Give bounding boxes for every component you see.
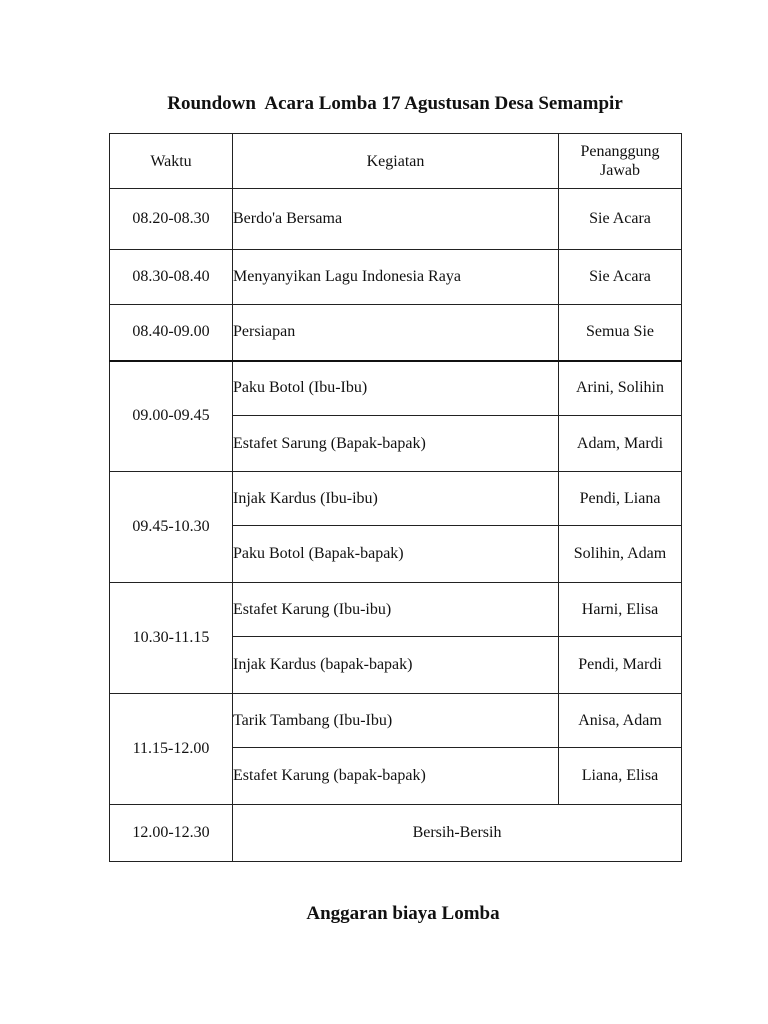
table-row <box>110 250 682 305</box>
header-pic-line2: Jawab <box>600 162 640 179</box>
rundown-table <box>109 133 682 862</box>
header-activity: Kegiatan <box>233 134 559 189</box>
activity-cell: Paku Botol (Bapak-bapak) <box>233 526 559 583</box>
time-cell: 11.15-12.00 <box>110 694 233 805</box>
activity-cell: Bersih-Bersih <box>233 805 682 862</box>
table-row <box>110 472 682 526</box>
pic-cell: Sie Acara <box>559 250 682 305</box>
section-title: Anggaran biaya Lomba <box>306 903 500 924</box>
time-cell: 12.00-12.30 <box>110 805 233 862</box>
pic-cell: Pendi, Mardi <box>559 637 682 694</box>
time-cell: 09.45-10.30 <box>110 472 233 583</box>
time-cell: 10.30-11.15 <box>110 583 233 694</box>
table-row <box>110 694 682 748</box>
document-title: Roundown Acara Lomba 17 Agustusan Desa Semampir <box>167 93 623 114</box>
header-pic <box>559 134 682 189</box>
time-cell: 08.30-08.40 <box>110 250 233 305</box>
activity-cell: Persiapan <box>233 305 559 361</box>
activity-cell: Estafet Karung (bapak-bapak) <box>233 748 559 805</box>
activity-cell: Estafet Sarung (Bapak-bapak) <box>233 416 559 472</box>
table-row <box>110 189 682 250</box>
pic-cell: Semua Sie <box>559 305 682 361</box>
time-cell: 09.00-09.45 <box>110 361 233 472</box>
activity-cell: Injak Kardus (bapak-bapak) <box>233 637 559 694</box>
table-header-row <box>110 134 682 189</box>
activity-cell: Tarik Tambang (Ibu-Ibu) <box>233 694 559 748</box>
pic-cell: Liana, Elisa <box>559 748 682 805</box>
pic-cell: Adam, Mardi <box>559 416 682 472</box>
table-row <box>110 583 682 637</box>
time-cell: 08.40-09.00 <box>110 305 233 361</box>
header-time: Waktu <box>110 134 233 189</box>
time-cell: 08.20-08.30 <box>110 189 233 250</box>
activity-cell: Injak Kardus (Ibu-ibu) <box>233 472 559 526</box>
table-row <box>110 305 682 361</box>
header-pic-line1: Penanggung <box>580 143 660 160</box>
pic-cell: Anisa, Adam <box>559 694 682 748</box>
pic-cell: Solihin, Adam <box>559 526 682 583</box>
pic-cell: Harni, Elisa <box>559 583 682 637</box>
activity-cell: Estafet Karung (Ibu-ibu) <box>233 583 559 637</box>
activity-cell: Berdo'a Bersama <box>233 189 559 250</box>
pic-cell: Pendi, Liana <box>559 472 682 526</box>
pic-cell: Sie Acara <box>559 189 682 250</box>
pic-cell: Arini, Solihin <box>559 361 682 416</box>
activity-cell: Paku Botol (Ibu-Ibu) <box>233 361 559 416</box>
table-row <box>110 805 682 862</box>
activity-cell: Menyanyikan Lagu Indonesia Raya <box>233 250 559 305</box>
table-row <box>110 361 682 416</box>
